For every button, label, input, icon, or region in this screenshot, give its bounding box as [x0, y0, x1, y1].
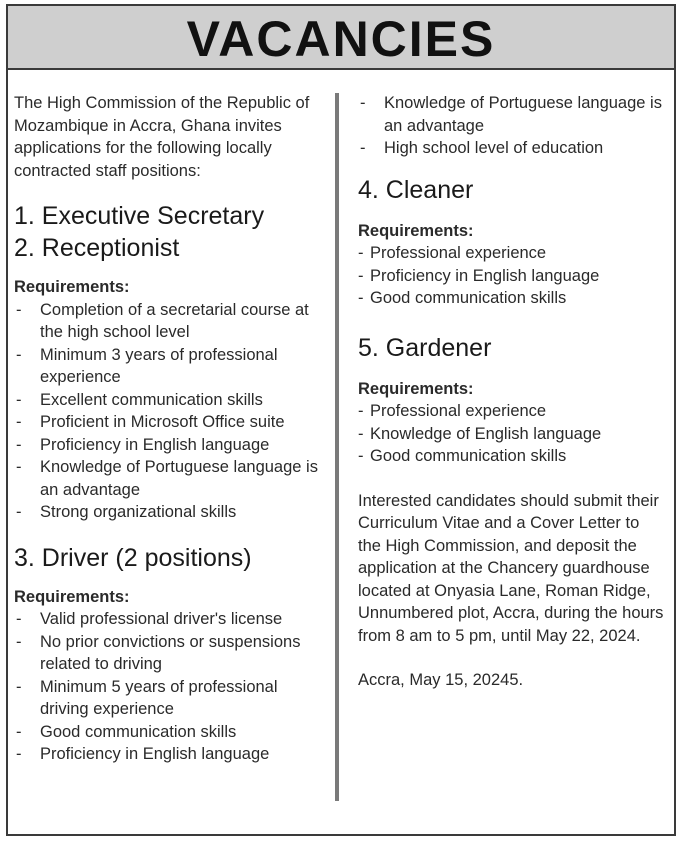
header-bar — [8, 6, 674, 70]
right-column — [358, 92, 664, 692]
list-item: - Proficient in Microsoft Office suite — [14, 411, 326, 434]
list-item: - Proficiency in English language — [14, 743, 326, 766]
gardener-requirements-list — [358, 400, 664, 468]
secretary-requirements-list — [14, 299, 326, 524]
list-item: - Proficiency in English language — [14, 434, 326, 457]
list-item: - Completion of a secretarial course at the high school level — [14, 299, 326, 344]
requirements-label: Requirements: — [358, 379, 474, 398]
list-item: - Excellent communication skills — [14, 389, 326, 412]
list-item: - Knowledge of Portuguese language is an advantage — [358, 92, 664, 137]
application-instructions: Interested candidates should submit their Curriculum Vitae and a Cover Letter to the High Commission, and deposit the application at the Chancery guardhouse located at Onyasia Lane, Roman Ridge, Unnumbered plot, Accra, during the hours from 8 am to 5 pm, until May 22, 2024. — [358, 491, 664, 645]
column-divider — [335, 93, 339, 801]
driver-requirements-list — [14, 608, 326, 766]
list-item: - No prior convictions or suspensions related to driving — [14, 631, 326, 676]
driver-requirements-continued — [358, 92, 664, 160]
intro-text: The High Commission of the Republic of Mozambique in Accra, Ghana invites applications for the following locally contracted staff positions: — [14, 94, 310, 180]
list-item: - Professional experience — [358, 242, 664, 265]
requirements-label: Requirements: — [14, 587, 130, 606]
list-item: - Knowledge of Portuguese language is an advantage — [14, 456, 326, 501]
list-item: - High school level of education — [358, 137, 664, 160]
list-item: - Knowledge of English language — [358, 423, 664, 446]
list-item: - Minimum 3 years of professional experience — [14, 344, 326, 389]
position-driver: 3. Driver (2 positions) — [14, 543, 252, 572]
list-item: - Professional experience — [358, 400, 664, 423]
position-executive-secretary: 1. Executive Secretary — [14, 202, 265, 230]
position-cleaner: 4. Cleaner — [358, 175, 474, 204]
list-item: - Proficiency in English language — [358, 265, 664, 288]
dateline: Accra, May 15, 20245. — [358, 671, 524, 689]
requirements-label: Requirements: — [358, 221, 474, 240]
left-column — [14, 92, 326, 766]
list-item: - Good communication skills — [358, 287, 664, 310]
cleaner-requirements-list — [358, 242, 664, 310]
list-item: - Good communication skills — [14, 721, 326, 744]
list-item: - Minimum 5 years of professional driving experience — [14, 676, 326, 721]
list-item: - Good communication skills — [358, 445, 664, 468]
list-item: - Valid professional driver's license — [14, 608, 326, 631]
page-title: VACANCIES — [186, 11, 496, 67]
position-gardener: 5. Gardener — [358, 333, 492, 362]
list-item: - Strong organizational skills — [14, 501, 326, 524]
requirements-label: Requirements: — [14, 278, 130, 296]
position-receptionist: 2. Receptionist — [14, 234, 180, 262]
